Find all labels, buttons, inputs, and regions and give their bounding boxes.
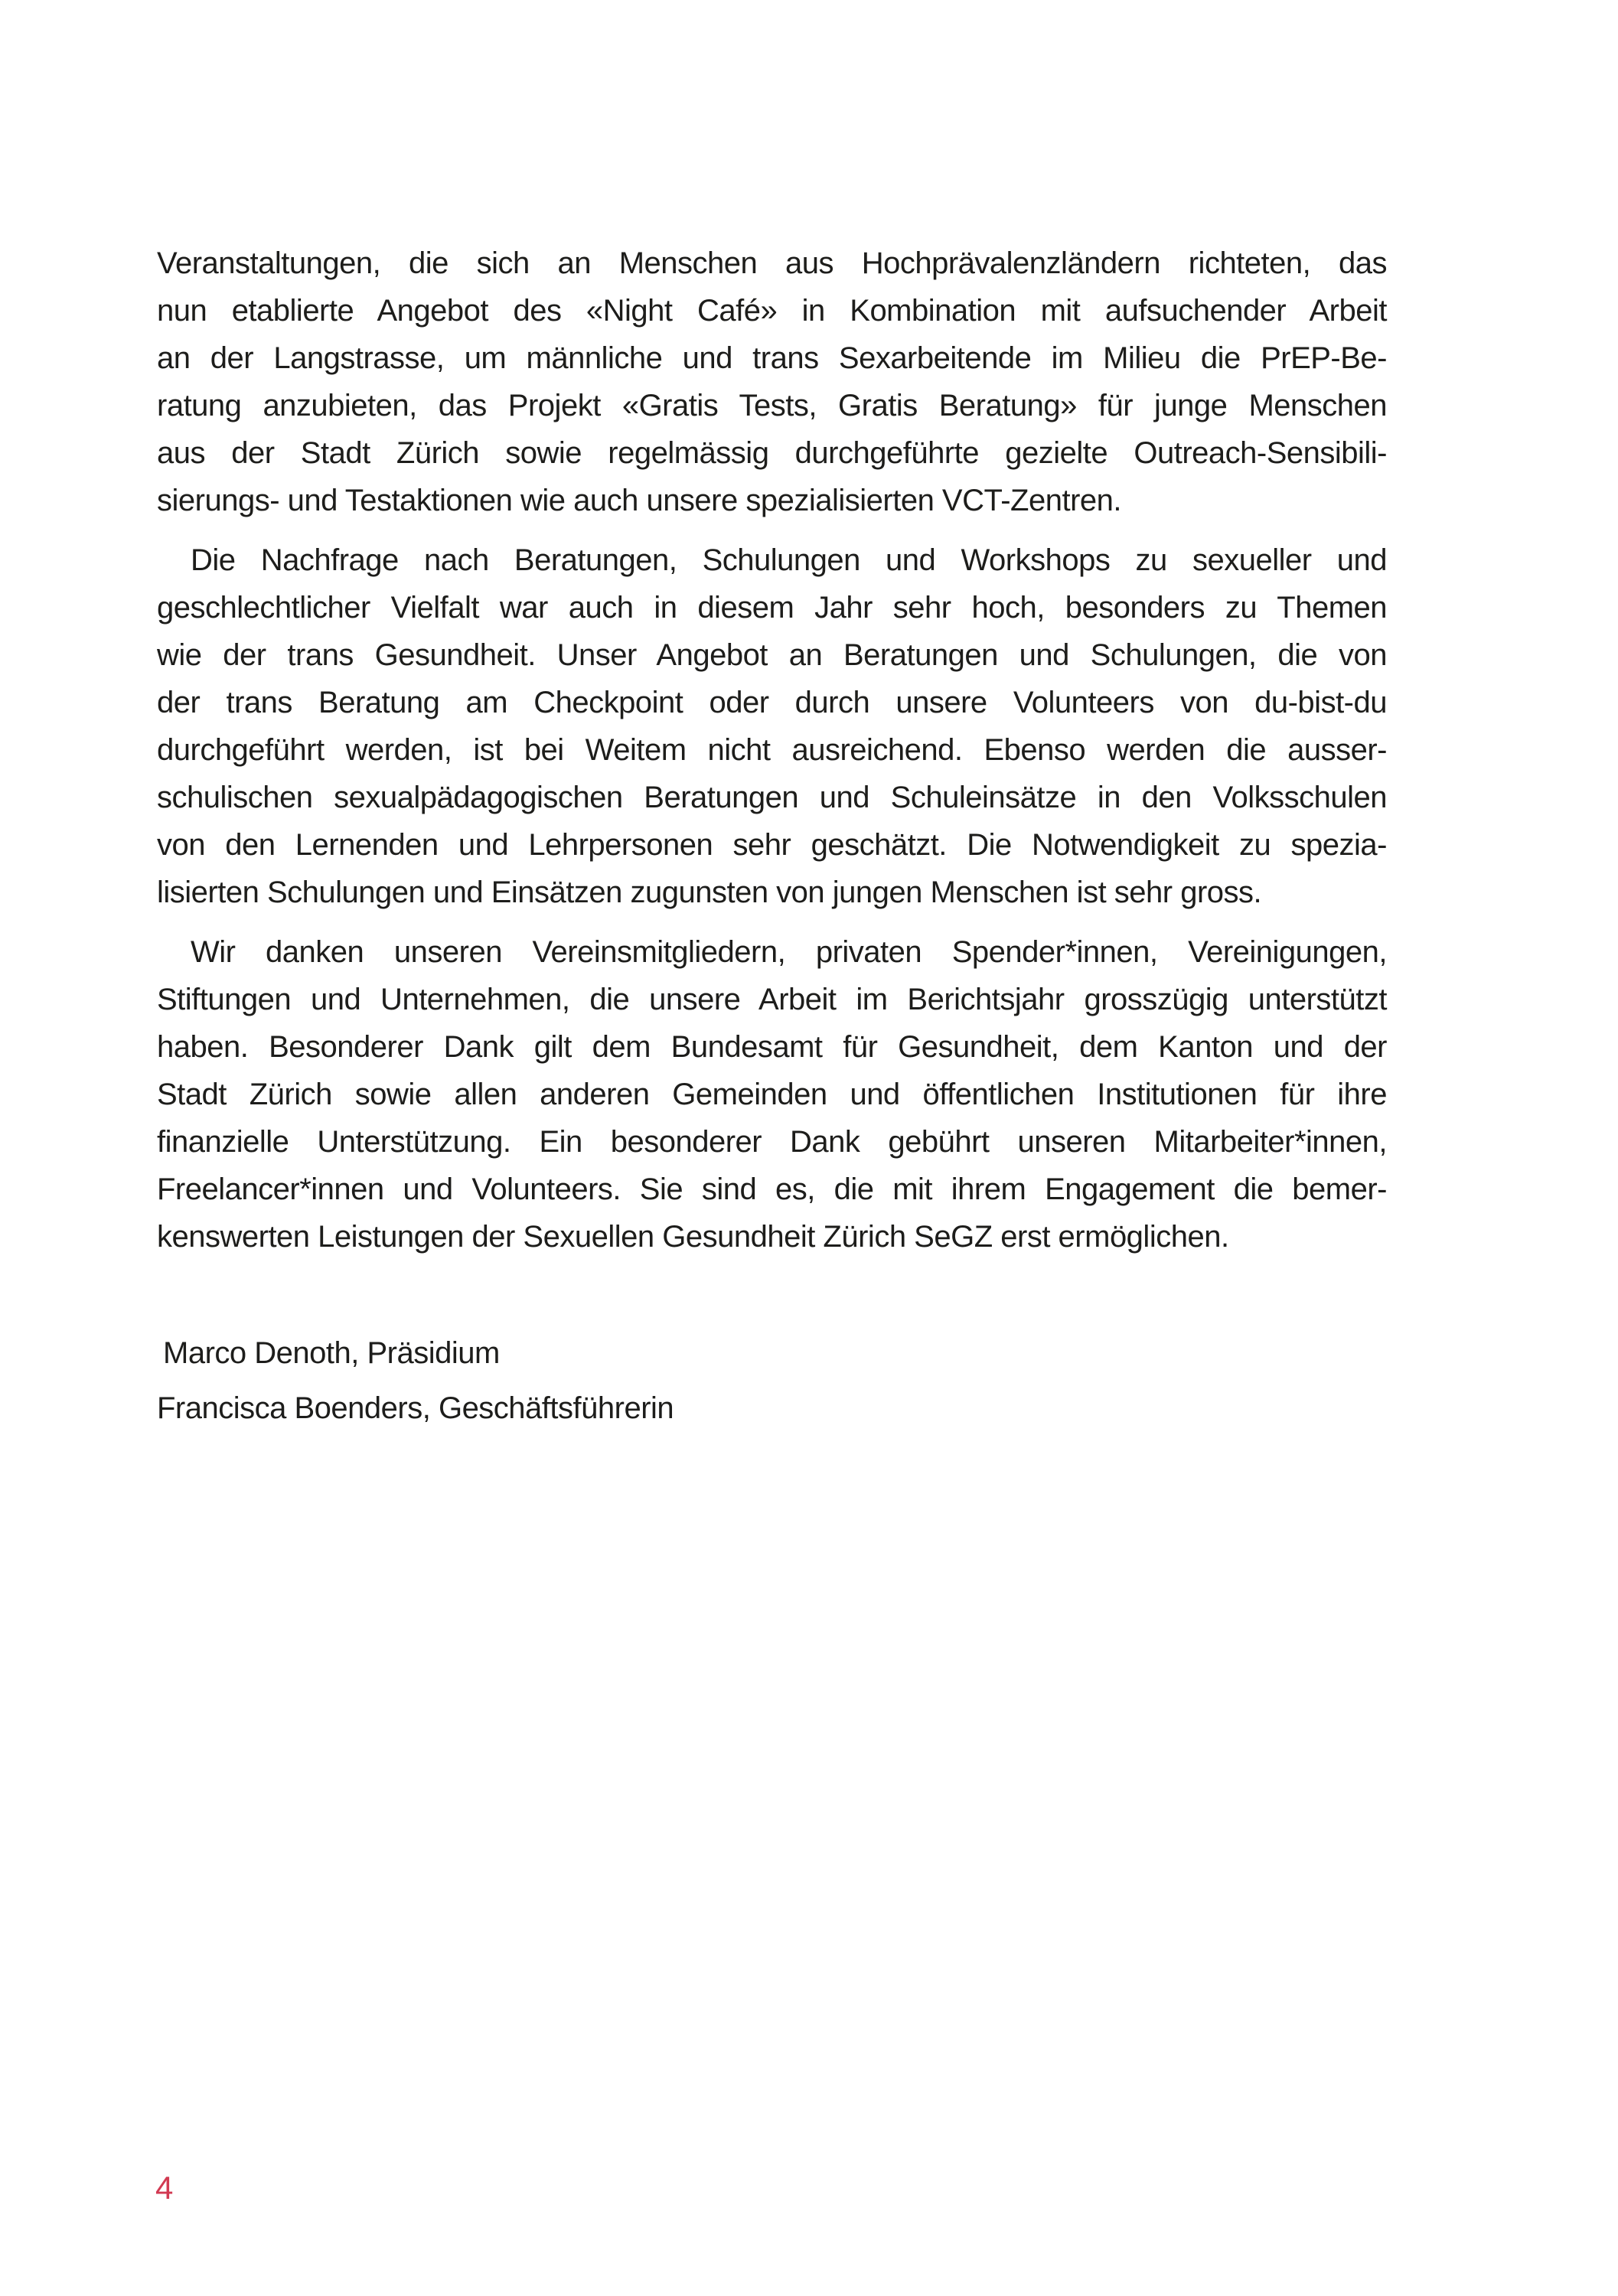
- body-text: [157, 240, 1387, 1432]
- text-line: schulischen sexualpädagogischen Beratungen und Schuleinsätze in den Volksschulen: [157, 781, 1387, 814]
- text-line: sierungs- und Testaktionen wie auch unsere spezialisierten VCT-Zentren.: [157, 484, 1122, 517]
- page-number: 4: [155, 2170, 174, 2206]
- text-line: von den Lernenden und Lehrpersonen sehr geschätzt. Die Notwendigkeit zu spezia-: [157, 828, 1387, 862]
- text-line: Die Nachfrage nach Beratungen, Schulungen und Workshops zu sexueller und: [191, 543, 1387, 577]
- text-line: Stiftungen und Unternehmen, die unsere Arbeit im Berichtsjahr grosszügig unterstützt: [157, 983, 1387, 1016]
- signature-line: Francisca Boenders, Geschäftsführerin: [157, 1391, 674, 1425]
- paragraph: [157, 928, 1387, 1261]
- signature-block: [157, 1329, 1387, 1432]
- text-line: an der Langstrasse, um männliche und trans Sexarbeitende im Milieu die PrEP-Be-: [157, 341, 1387, 375]
- text-line: aus der Stadt Zürich sowie regelmässig durchgeführte gezielte Outreach-Sensibili-: [157, 436, 1387, 470]
- text-line: Veranstaltungen, die sich an Menschen aus Hochprävalenzländern richteten, das: [157, 246, 1387, 280]
- text-line: haben. Besonderer Dank gilt dem Bundesamt für Gesundheit, dem Kanton und der: [157, 1030, 1387, 1064]
- text-line: durchgeführt werden, ist bei Weitem nicht ausreichend. Ebenso werden die ausser-: [157, 733, 1387, 767]
- text-line: Wir danken unseren Vereinsmitgliedern, privaten Spender*innen, Vereinigungen,: [191, 935, 1387, 969]
- text-line: nun etablierte Angebot des «Night Café» in Kombination mit aufsuchender Arbeit: [157, 294, 1387, 328]
- paragraph: [157, 536, 1387, 916]
- paragraph: [157, 240, 1387, 524]
- signature-line: Marco Denoth, Präsidium: [163, 1336, 500, 1370]
- text-line: Stadt Zürich sowie allen anderen Gemeinden und öffentlichen Institutionen für ihre: [157, 1078, 1387, 1111]
- text-line: kenswerten Leistungen der Sexuellen Gesundheit Zürich SeGZ erst ermöglichen.: [157, 1220, 1229, 1254]
- text-line: der trans Beratung am Checkpoint oder durch unsere Volunteers von du-bist-du: [157, 686, 1387, 719]
- text-line: ratung anzubieten, das Projekt «Gratis Tests, Gratis Beratung» für junge Menschen: [157, 389, 1387, 422]
- text-line: Freelancer*innen und Volunteers. Sie sind es, die mit ihrem Engagement die bemer-: [157, 1172, 1387, 1206]
- text-line: finanzielle Unterstützung. Ein besonderer Dank gebührt unseren Mitarbeiter*innen,: [157, 1125, 1387, 1159]
- text-line: geschlechtlicher Vielfalt war auch in diesem Jahr sehr hoch, besonders zu Themen: [157, 591, 1387, 625]
- text-line: lisierten Schulungen und Einsätzen zugunsten von jungen Menschen ist sehr gross.: [157, 876, 1262, 909]
- text-line: wie der trans Gesundheit. Unser Angebot an Beratungen und Schulungen, die von: [157, 638, 1387, 672]
